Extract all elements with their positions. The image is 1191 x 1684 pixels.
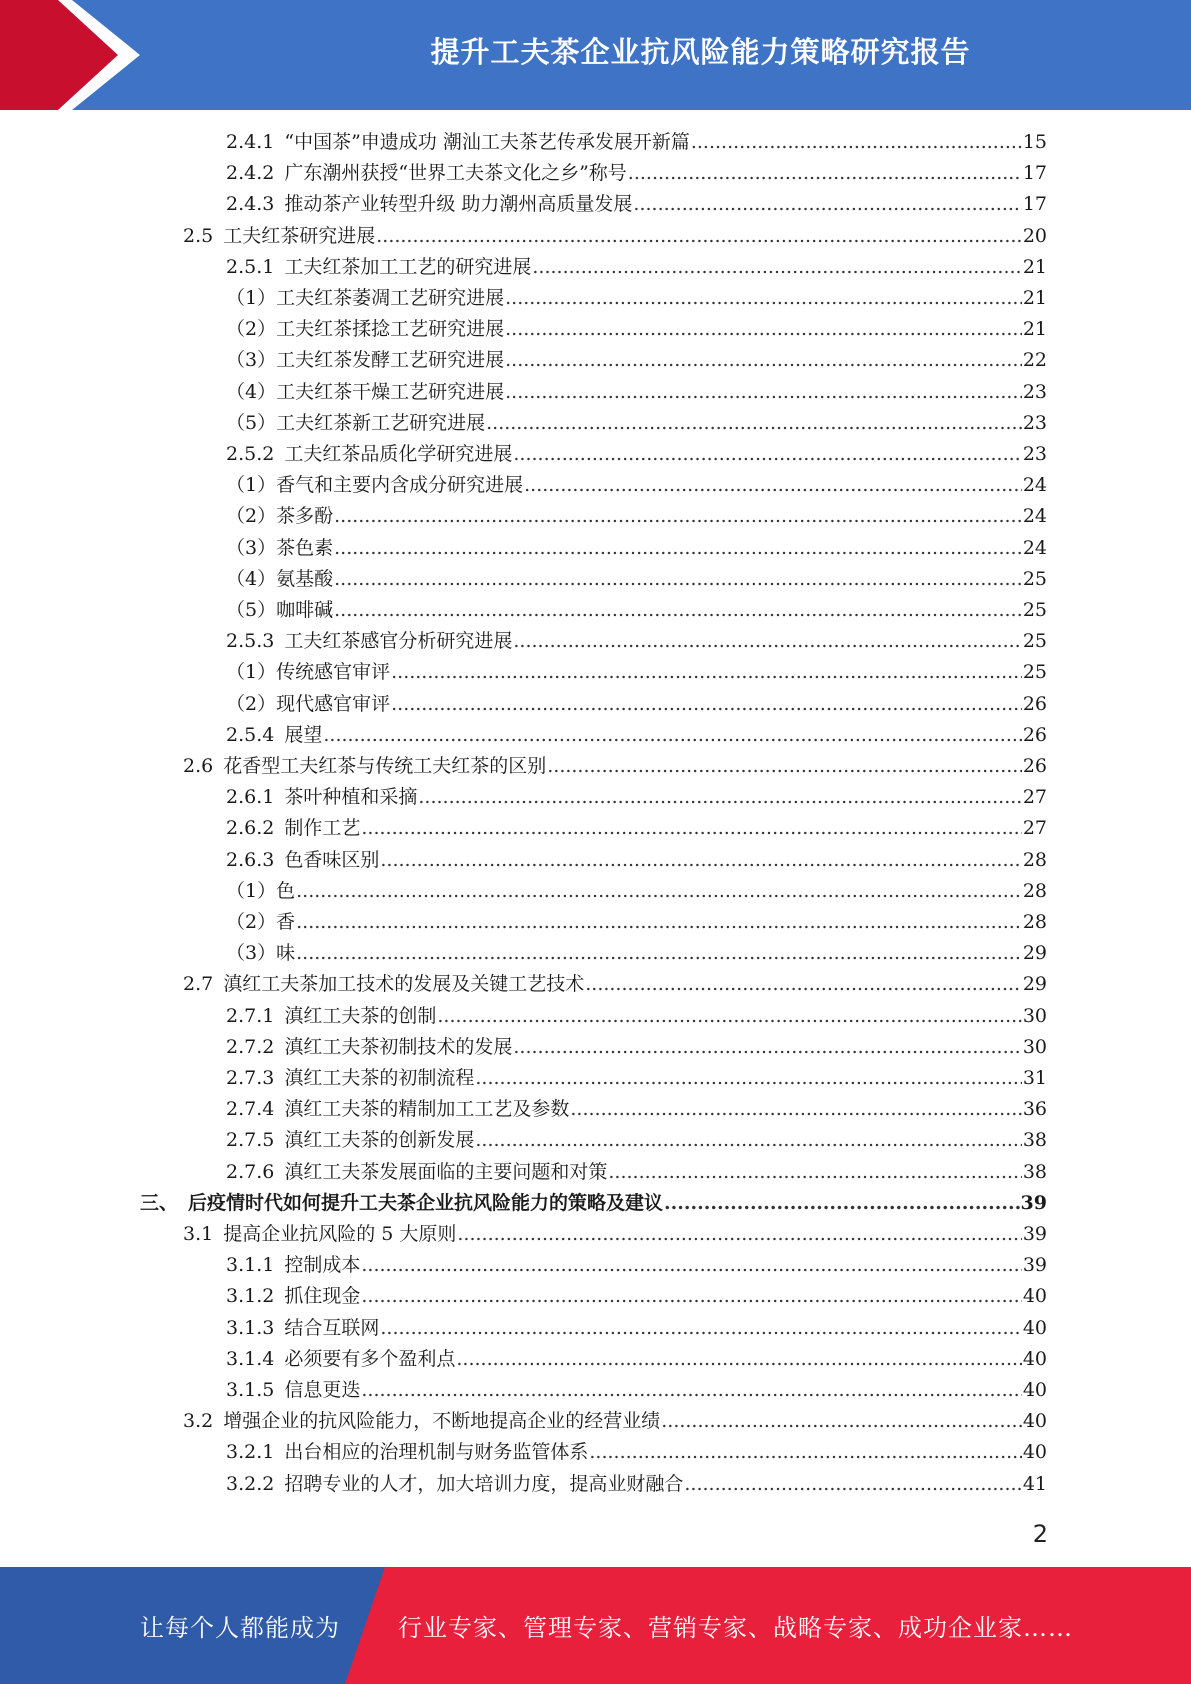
toc-entry-page: 26 bbox=[1022, 692, 1047, 715]
toc-entry-page: 17 bbox=[1022, 162, 1047, 185]
toc-entry-number: （4） bbox=[226, 567, 277, 590]
toc-dot-leader bbox=[334, 595, 1022, 626]
toc-entry-number: 2.7.1 bbox=[226, 1004, 275, 1027]
toc-entry-title: 工夫红茶发酵工艺研究进展 bbox=[276, 349, 505, 372]
toc-entry-number: 3.1 bbox=[183, 1223, 214, 1245]
toc-dot-leader bbox=[334, 564, 1022, 595]
toc-entry[interactable] bbox=[226, 564, 1047, 595]
toc-entry-number: （5） bbox=[226, 599, 277, 621]
toc-dot-leader bbox=[628, 158, 1022, 189]
toc-entry[interactable] bbox=[226, 345, 1047, 376]
toc-entry-number: 3.2.1 bbox=[226, 1441, 275, 1464]
toc-entry[interactable] bbox=[226, 782, 1047, 813]
toc-dot-leader bbox=[691, 127, 1022, 158]
toc-entry-title: 滇红工夫茶的创新发展 bbox=[284, 1129, 475, 1152]
toc-entry[interactable] bbox=[226, 158, 1047, 189]
toc-entry-number: 2.5 bbox=[183, 224, 214, 247]
toc-entry-title: 传统感官审评 bbox=[276, 661, 391, 684]
toc-entry-page: 21 bbox=[1022, 255, 1047, 278]
toc-entry-number: 3.1.1 bbox=[226, 1254, 275, 1277]
toc-entry[interactable] bbox=[226, 876, 1047, 907]
toc-entry-title: 工夫红茶品质化学研究进展 bbox=[284, 443, 513, 465]
toc-entry-title: 滇红工夫茶初制技术的发展 bbox=[284, 1035, 513, 1058]
toc-entry-page: 21 bbox=[1022, 318, 1047, 341]
toc-entry[interactable] bbox=[226, 595, 1047, 626]
toc-entry-number: 三、 bbox=[140, 1191, 179, 1214]
toc-entry-title: 滇红工夫茶的初制流程 bbox=[284, 1067, 475, 1089]
toc-entry-title: 制作工艺 bbox=[284, 817, 361, 840]
toc-entry-title: 咖啡碱 bbox=[276, 599, 334, 621]
toc-entry-page: 15 bbox=[1022, 131, 1047, 153]
toc-entry-page: 26 bbox=[1022, 755, 1047, 777]
toc-entry[interactable] bbox=[226, 938, 1047, 969]
toc-entry[interactable] bbox=[226, 127, 1047, 158]
toc-entry-title: 展望 bbox=[284, 723, 323, 746]
toc-entry-title: 推动茶产业转型升级 助力潮州高质量发展 bbox=[284, 193, 633, 216]
footer-slogan-right: 行业专家、管理专家、营销专家、战略专家、成功企业家…… bbox=[398, 1614, 1073, 1642]
toc-dot-leader bbox=[361, 1281, 1021, 1312]
toc-dot-leader bbox=[513, 439, 1021, 470]
toc-entry-number: （1） bbox=[226, 287, 277, 309]
toc-dot-leader bbox=[376, 221, 1022, 252]
toc-entry-page: 27 bbox=[1022, 786, 1047, 809]
toc-entry-title: 信息更迭 bbox=[284, 1379, 361, 1401]
toc-entry-number: 3.1.5 bbox=[226, 1379, 275, 1401]
toc-entry-page: 25 bbox=[1022, 630, 1047, 653]
toc-entry[interactable] bbox=[183, 1406, 1047, 1437]
toc-entry[interactable] bbox=[226, 1157, 1047, 1188]
toc-entry-number: 2.5.3 bbox=[226, 630, 275, 653]
toc-entry[interactable] bbox=[226, 1094, 1047, 1125]
toc-dot-leader bbox=[633, 189, 1021, 220]
toc-entry-number: 2.4.2 bbox=[226, 162, 275, 185]
toc-entry-number: 3.2.2 bbox=[226, 1472, 275, 1495]
toc-entry-number: 2.6.1 bbox=[226, 786, 275, 809]
toc-entry-page: 28 bbox=[1022, 879, 1047, 902]
toc-entry-page: 17 bbox=[1022, 193, 1047, 216]
toc-dot-leader bbox=[505, 283, 1022, 314]
toc-entry[interactable] bbox=[183, 1219, 1047, 1250]
toc-entry-title: 茶多酚 bbox=[276, 505, 334, 528]
toc-dot-leader bbox=[513, 1032, 1021, 1063]
toc-entry-title: 招聘专业的人才，加大培训力度，提高业财融合 bbox=[284, 1472, 684, 1495]
toc-entry-number: （4） bbox=[226, 380, 277, 403]
toc-entry-page: 24 bbox=[1022, 505, 1047, 528]
toc-entry-number: （1） bbox=[226, 879, 277, 902]
toc-entry-number: （3） bbox=[226, 942, 277, 965]
toc-entry[interactable] bbox=[226, 1313, 1047, 1344]
page-header bbox=[0, 0, 1191, 110]
toc-entry[interactable] bbox=[226, 1375, 1047, 1406]
toc-entry-page: 29 bbox=[1022, 973, 1047, 996]
toc-entry-title: 工夫红茶新工艺研究进展 bbox=[276, 411, 486, 434]
toc-entry-title: 茶色素 bbox=[276, 536, 334, 559]
toc-entry-number: 2.7.2 bbox=[226, 1035, 275, 1058]
toc-entry[interactable] bbox=[226, 1469, 1047, 1500]
toc-entry-page: 26 bbox=[1022, 723, 1047, 746]
toc-entry-page: 28 bbox=[1022, 911, 1047, 933]
toc-entry-page: 39 bbox=[1022, 1254, 1047, 1277]
toc-dot-leader bbox=[475, 1063, 1021, 1094]
toc-entry-number: （2） bbox=[226, 911, 277, 933]
toc-entry-number: 2.4.1 bbox=[226, 131, 275, 153]
toc-entry-page: 40 bbox=[1022, 1441, 1047, 1464]
toc-dot-leader bbox=[570, 1094, 1021, 1125]
toc-dot-leader bbox=[334, 533, 1022, 564]
toc-entry-number: （2） bbox=[226, 692, 277, 715]
toc-entry-number: 2.7.3 bbox=[226, 1067, 275, 1089]
toc-entry-number: 2.7.6 bbox=[226, 1160, 275, 1183]
toc-entry-title: 茶叶种植和采摘 bbox=[284, 786, 418, 809]
toc-dot-leader bbox=[513, 626, 1021, 657]
toc-entry[interactable] bbox=[183, 969, 1047, 1000]
toc-entry[interactable] bbox=[226, 283, 1047, 314]
toc-entry[interactable] bbox=[226, 813, 1047, 844]
toc-entry-number: （2） bbox=[226, 505, 277, 528]
toc-entry[interactable] bbox=[226, 470, 1047, 501]
toc-entry[interactable] bbox=[226, 1250, 1047, 1281]
toc-entry[interactable] bbox=[226, 626, 1047, 657]
toc-entry[interactable] bbox=[226, 1063, 1047, 1094]
toc-dot-leader bbox=[532, 252, 1021, 283]
toc-dot-leader bbox=[589, 1437, 1021, 1468]
toc-entry-title: 必须要有多个盈利点 bbox=[284, 1347, 456, 1370]
toc-dot-leader bbox=[296, 938, 1022, 969]
toc-entry-title: 后疫情时代如何提升工夫茶企业抗风险能力的策略及建议 bbox=[188, 1191, 664, 1214]
toc-entry[interactable] bbox=[226, 189, 1047, 220]
toc-entry-number: 2.6.2 bbox=[226, 817, 275, 840]
toc-entry-page: 25 bbox=[1022, 661, 1047, 684]
toc-entry-page: 40 bbox=[1022, 1316, 1047, 1339]
toc-dot-leader bbox=[585, 969, 1022, 1000]
toc-entry[interactable] bbox=[226, 408, 1047, 439]
toc-entry-number: （1） bbox=[226, 661, 277, 684]
toc-entry-number: 2.7.5 bbox=[226, 1129, 275, 1152]
toc-entry[interactable] bbox=[226, 1001, 1047, 1032]
toc-entry-title: 色 bbox=[276, 879, 296, 902]
toc-entry-number: 2.5.4 bbox=[226, 723, 275, 746]
toc-entry-title: 广东潮州获授“世界工夫茶文化之乡”称号 bbox=[284, 162, 627, 185]
toc-entry-page: 38 bbox=[1022, 1160, 1047, 1183]
toc-entry-page: 41 bbox=[1022, 1472, 1047, 1495]
toc-entry-number: （1） bbox=[226, 474, 277, 497]
toc-entry-title: 花香型工夫红茶与传统工夫红茶的区别 bbox=[223, 755, 547, 777]
toc-entry[interactable] bbox=[226, 252, 1047, 283]
toc-dot-leader bbox=[391, 657, 1022, 688]
toc-dot-leader bbox=[547, 751, 1022, 782]
toc-entry-title: 滇红工夫茶发展面临的主要问题和对策 bbox=[284, 1160, 608, 1183]
toc-dot-leader bbox=[608, 1157, 1021, 1188]
toc-entry[interactable] bbox=[226, 1032, 1047, 1063]
toc-dot-leader bbox=[391, 689, 1022, 720]
toc-entry-title: 工夫红茶加工工艺的研究进展 bbox=[284, 255, 532, 278]
toc-entry-page: 39 bbox=[1020, 1191, 1047, 1214]
toc-entry[interactable] bbox=[226, 845, 1047, 876]
toc-dot-leader bbox=[361, 813, 1021, 844]
toc-entry-title: 提高企业抗风险的 5 大原则 bbox=[223, 1223, 457, 1245]
toc-entry-page: 39 bbox=[1022, 1223, 1047, 1245]
toc-entry-number: 2.7.4 bbox=[226, 1098, 275, 1121]
toc-entry-number: 2.6 bbox=[183, 755, 214, 777]
toc-entry-page: 30 bbox=[1022, 1004, 1047, 1027]
toc-entry-page: 23 bbox=[1022, 443, 1047, 465]
toc-entry[interactable] bbox=[226, 533, 1047, 564]
toc-entry-page: 38 bbox=[1022, 1129, 1047, 1152]
report-title: 提升工夫茶企业抗风险能力策略研究报告 bbox=[430, 34, 971, 69]
toc-dot-leader bbox=[524, 470, 1022, 501]
footer-slogan-left: 让每个人都能成为 bbox=[140, 1614, 340, 1642]
toc-dot-leader bbox=[334, 501, 1022, 532]
toc-entry-title: 香气和主要内含成分研究进展 bbox=[276, 474, 524, 497]
toc-entry-number: （3） bbox=[226, 536, 277, 559]
toc-entry-page: 23 bbox=[1022, 411, 1047, 434]
toc-entry-page: 25 bbox=[1022, 567, 1047, 590]
toc-entry-title: 工夫红茶萎凋工艺研究进展 bbox=[276, 287, 505, 309]
toc-dot-leader bbox=[486, 408, 1022, 439]
page-footer bbox=[0, 1567, 1191, 1684]
toc-entry[interactable] bbox=[226, 439, 1047, 470]
toc-entry-page: 28 bbox=[1022, 848, 1047, 871]
toc-entry-title: 现代感官审评 bbox=[276, 692, 391, 715]
toc-dot-leader bbox=[361, 1375, 1021, 1406]
toc-entry-number: 2.4.3 bbox=[226, 193, 275, 216]
toc-entry-page: 20 bbox=[1022, 224, 1047, 247]
toc-entry-number: （3） bbox=[226, 349, 277, 372]
toc-entry-page: 25 bbox=[1022, 599, 1047, 621]
toc-entry[interactable] bbox=[226, 689, 1047, 720]
toc-entry-title: 结合互联网 bbox=[284, 1316, 380, 1339]
toc-entry-page: 40 bbox=[1022, 1379, 1047, 1401]
toc-entry[interactable] bbox=[226, 1125, 1047, 1156]
toc-entry-page: 24 bbox=[1022, 474, 1047, 497]
toc-dot-leader bbox=[684, 1469, 1021, 1500]
toc-dot-leader bbox=[661, 1406, 1022, 1437]
toc-entry-number: （5） bbox=[226, 411, 277, 434]
toc-entry-page: 23 bbox=[1022, 380, 1047, 403]
toc-entry-title: 控制成本 bbox=[284, 1254, 361, 1277]
toc-entry[interactable] bbox=[226, 1437, 1047, 1468]
toc-dot-leader bbox=[361, 1250, 1021, 1281]
toc-entry-number: 2.5.1 bbox=[226, 255, 275, 278]
toc-entry[interactable] bbox=[226, 1281, 1047, 1312]
toc-entry-title: “中国茶”申遗成功 潮汕工夫茶艺传承发展开新篇 bbox=[284, 131, 690, 153]
toc-entry-page: 40 bbox=[1022, 1285, 1047, 1308]
toc-dot-leader bbox=[664, 1188, 1020, 1219]
toc-entry-title: 色香味区别 bbox=[284, 848, 380, 871]
toc-entry-number: 3.2 bbox=[183, 1410, 214, 1433]
toc-dot-leader bbox=[505, 345, 1022, 376]
toc-entry-number: 3.1.2 bbox=[226, 1285, 275, 1308]
toc-entry[interactable] bbox=[226, 907, 1047, 938]
toc-dot-leader bbox=[456, 1344, 1021, 1375]
toc-entry-title: 味 bbox=[276, 942, 296, 965]
toc-entry-page: 24 bbox=[1022, 536, 1047, 559]
toc-entry[interactable] bbox=[226, 377, 1047, 408]
toc-entry-title: 滇红工夫茶的精制加工工艺及参数 bbox=[284, 1098, 570, 1121]
toc-entry-title: 出台相应的治理机制与财务监管体系 bbox=[284, 1441, 589, 1464]
toc-entry-number: （2） bbox=[226, 318, 277, 341]
toc-entry-title: 滇红工夫茶加工技术的发展及关键工艺技术 bbox=[223, 973, 585, 996]
toc-entry-title: 工夫红茶感官分析研究进展 bbox=[284, 630, 513, 653]
toc-dot-leader bbox=[418, 782, 1021, 813]
toc-entry[interactable] bbox=[226, 314, 1047, 345]
toc-dot-leader bbox=[296, 907, 1022, 938]
toc-entry-page: 21 bbox=[1022, 287, 1047, 309]
toc-dot-leader bbox=[380, 1313, 1021, 1344]
toc-entry-number: 2.6.3 bbox=[226, 848, 275, 871]
toc-dot-leader bbox=[380, 845, 1021, 876]
toc-dot-leader bbox=[296, 876, 1022, 907]
toc-dot-leader bbox=[505, 377, 1022, 408]
toc-entry-page: 22 bbox=[1022, 349, 1047, 372]
toc-entry-page: 40 bbox=[1022, 1347, 1047, 1370]
toc-entry[interactable] bbox=[183, 751, 1047, 782]
toc-entry-page: 36 bbox=[1022, 1098, 1047, 1121]
toc-entry[interactable] bbox=[226, 720, 1047, 751]
toc-entry-title: 工夫红茶干燥工艺研究进展 bbox=[276, 380, 505, 403]
toc-entry[interactable] bbox=[226, 501, 1047, 532]
toc-entry[interactable] bbox=[226, 657, 1047, 688]
toc-dot-leader bbox=[505, 314, 1022, 345]
toc-entry[interactable] bbox=[226, 1344, 1047, 1375]
toc-entry-title: 增强企业的抗风险能力，不断地提高企业的经营业绩 bbox=[223, 1410, 661, 1433]
toc-dot-leader bbox=[457, 1219, 1021, 1250]
toc-dot-leader bbox=[437, 1001, 1021, 1032]
page-number: 2 bbox=[1032, 1520, 1048, 1548]
toc-entry-title: 香 bbox=[276, 911, 296, 933]
toc-entry-title: 抓住现金 bbox=[284, 1285, 361, 1308]
toc-entry-number: 3.1.3 bbox=[226, 1316, 275, 1339]
toc-entry-page: 40 bbox=[1022, 1410, 1047, 1433]
toc-entry-title: 滇红工夫茶的创制 bbox=[284, 1004, 437, 1027]
toc-dot-leader bbox=[323, 720, 1021, 751]
toc-entry-page: 29 bbox=[1022, 942, 1047, 965]
toc-entry-page: 31 bbox=[1022, 1067, 1047, 1089]
header-arrow-decoration bbox=[0, 0, 160, 110]
toc-entry-number: 3.1.4 bbox=[226, 1347, 275, 1370]
toc-entry[interactable] bbox=[183, 221, 1047, 252]
toc-entry-number: 2.7 bbox=[183, 973, 214, 996]
toc-entry[interactable] bbox=[140, 1188, 1047, 1219]
toc-entry-title: 工夫红茶研究进展 bbox=[223, 224, 376, 247]
toc-entry-number: 2.5.2 bbox=[226, 443, 275, 465]
toc-entry-page: 27 bbox=[1022, 817, 1047, 840]
toc-entry-title: 氨基酸 bbox=[276, 567, 334, 590]
toc-entry-title: 工夫红茶揉捻工艺研究进展 bbox=[276, 318, 505, 341]
toc-dot-leader bbox=[475, 1125, 1021, 1156]
toc-entry-page: 30 bbox=[1022, 1035, 1047, 1058]
